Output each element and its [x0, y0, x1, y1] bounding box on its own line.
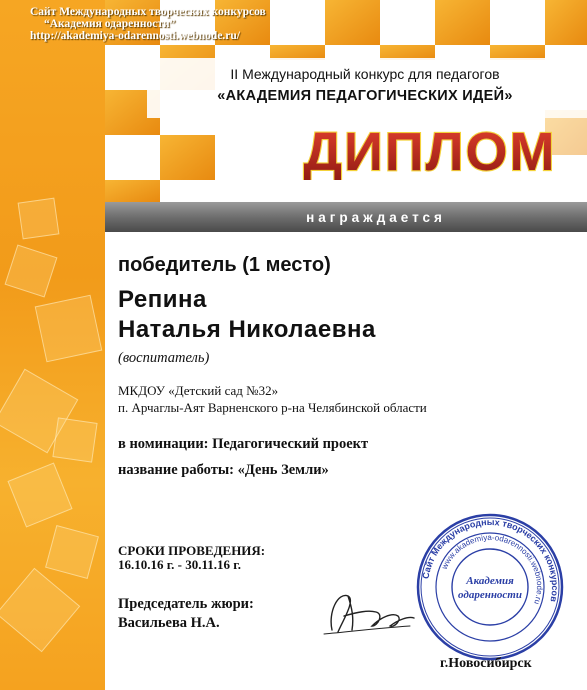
signature [318, 582, 418, 642]
organization-location: п. Арчаглы-Аят Варненского р-на Челябинской области [118, 400, 427, 415]
stamp-url-text: www.akademiya-odarennosti.webnode.ru [439, 532, 545, 606]
schedule-dates: 16.10.16 г. - 30.11.16 г. [118, 557, 241, 572]
award-place: победитель (1 место) [118, 254, 331, 276]
awarded-label: награждается [306, 210, 446, 225]
contest-name-line1: II Международный конкурс для педагогов [230, 66, 500, 82]
recipient-given-names: Наталья Николаевна [118, 316, 376, 343]
stamp-center-line2: одаренности [458, 589, 522, 601]
site-title: Сайт Международных творческих конкурсов [30, 6, 266, 18]
left-decorative-band [0, 0, 105, 690]
stamp-center-line1: Академия [466, 575, 514, 587]
organization-name: МКДОУ «Детский сад №32» [118, 383, 279, 398]
stamp-outer-text: Сайт Международных творческих конкурсов [420, 516, 561, 603]
decor-square [7, 462, 72, 527]
recipient-position: (воспитатель) [118, 350, 210, 366]
decor-square [52, 417, 97, 462]
decor-square [0, 568, 80, 653]
schedule-label: СРОКИ ПРОВЕДЕНИЯ: [118, 543, 266, 558]
site-header [30, 6, 330, 42]
recipient-surname: Репина [118, 286, 207, 313]
jury-chair-name: Васильева Н.А. [118, 615, 220, 631]
contest-name-line2: «АКАДЕМИЯ ПЕДАГОГИЧЕСКИХ ИДЕЙ» [217, 88, 513, 104]
diploma-title [280, 120, 580, 180]
nomination: в номинации: Педагогический проект [118, 436, 369, 452]
jury-chair-label: Председатель жюри: [118, 596, 254, 612]
diploma-title-text: ДИПЛОМ [303, 122, 557, 180]
site-subtitle: “Академия одаренности” [44, 18, 176, 30]
decor-square [5, 245, 58, 298]
official-stamp [415, 512, 565, 662]
work-title: название работы: «День Земли» [118, 462, 329, 478]
site-url: http://akademiya-odarennosti.webnode.ru/ [30, 30, 241, 42]
decor-square [45, 525, 99, 579]
decor-square [18, 198, 60, 240]
decor-square [35, 295, 103, 363]
city-name: г.Новосибирск [440, 656, 532, 671]
